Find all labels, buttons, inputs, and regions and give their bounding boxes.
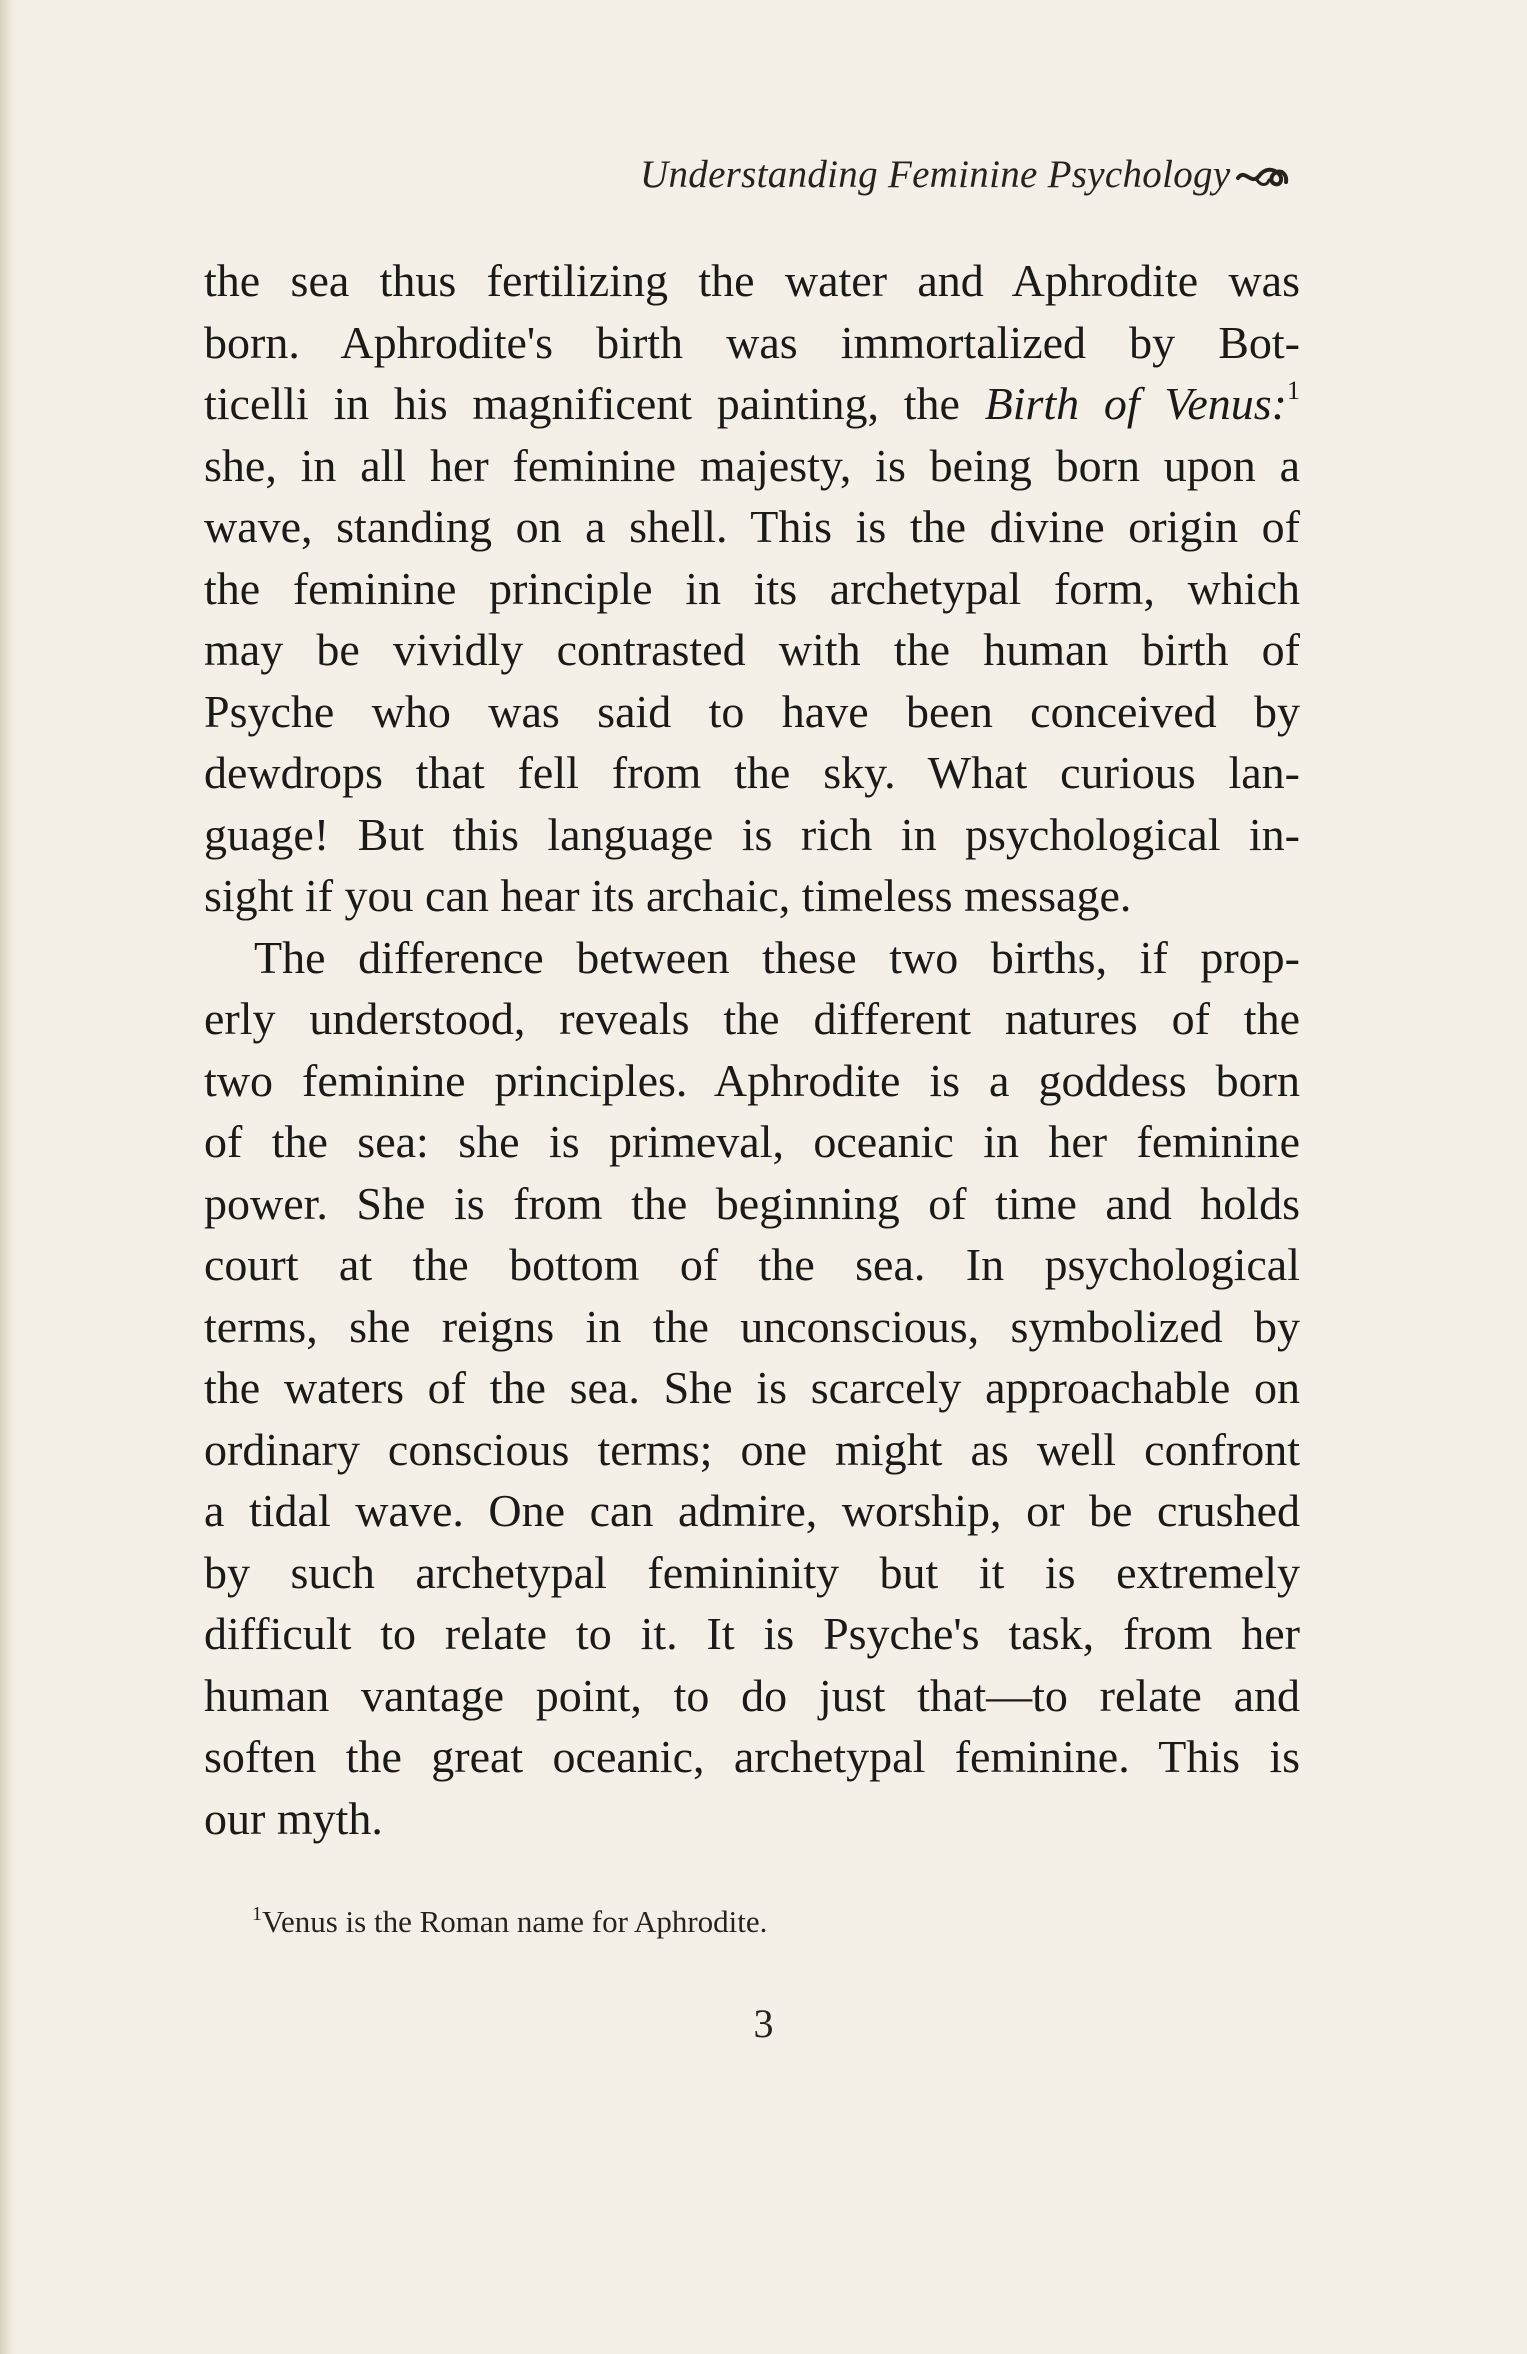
footnote-reference: 1 bbox=[1287, 376, 1301, 405]
text-line: human vantage point, to do just that—to relate and bbox=[204, 1669, 1300, 1721]
text-line: terms, she reigns in the unconscious, symbolized by bbox=[204, 1300, 1300, 1352]
footnote-text: Venus is the Roman name for Aphrodite. bbox=[262, 1904, 768, 1939]
text-line: ordinary conscious terms; one might as well confront bbox=[204, 1423, 1300, 1475]
footnote-marker: 1 bbox=[252, 1903, 262, 1925]
text-line: by such archetypal femininity but it is extremely bbox=[204, 1546, 1300, 1598]
text-line: the sea thus fertilizing the water and Aphrodite was bbox=[204, 255, 1300, 306]
text-line: sight if you can hear its archaic, timeless message. bbox=[204, 870, 1132, 921]
running-head: Understanding Feminine Psychology bbox=[640, 153, 1231, 196]
text-line: wave, standing on a shell. This is the divine origin of bbox=[204, 501, 1300, 552]
text-line: two feminine principles. Aphrodite is a goddess born bbox=[204, 1054, 1300, 1106]
text-line: a tidal wave. One can admire, worship, or be crushed bbox=[204, 1485, 1300, 1536]
text-line: erly understood, reveals the different natures of the bbox=[204, 993, 1300, 1044]
text-line: power. She is from the beginning of time and holds bbox=[204, 1177, 1300, 1229]
text-line: the waters of the sea. She is scarcely approachable on bbox=[204, 1362, 1300, 1413]
text-line: may be vividly contrasted with the human birth of bbox=[204, 624, 1300, 675]
text-line: she, in all her feminine majesty, is being born upon a bbox=[204, 439, 1300, 491]
text-line: court at the bottom of the sea. In psychological bbox=[204, 1239, 1300, 1290]
text-line: dewdrops that fell from the sky. What curious lan- bbox=[204, 747, 1300, 798]
page-number: 3 bbox=[753, 2001, 774, 2046]
fleuron-ornament-icon bbox=[1235, 160, 1289, 194]
text-line: of the sea: she is primeval, oceanic in her feminine bbox=[204, 1116, 1300, 1167]
page-header bbox=[0, 140, 1527, 210]
body-text bbox=[204, 250, 1300, 1849]
text-line: born. Aphrodite's birth was immortalized by Bot- bbox=[204, 316, 1300, 368]
text-line-segment: ticelli in his magnificent painting, the bbox=[204, 378, 985, 429]
text-line: our myth. bbox=[204, 1792, 383, 1844]
text-line: the feminine principle in its archetypal form, which bbox=[204, 562, 1300, 614]
text-line: Psyche who was said to have been conceived by bbox=[204, 685, 1300, 737]
text-line: soften the great oceanic, archetypal feminine. This is bbox=[204, 1731, 1300, 1782]
paragraph-start-line: The difference between these two births, if prop- bbox=[254, 931, 1300, 983]
painting-title: Birth of Venus: bbox=[984, 378, 1288, 429]
footnote bbox=[252, 1904, 767, 1940]
text-line: difficult to relate to it. It is Psyche's task, from her bbox=[204, 1608, 1300, 1659]
text-line bbox=[204, 373, 1300, 435]
text-line: guage! But this language is rich in psychological in- bbox=[204, 808, 1300, 860]
